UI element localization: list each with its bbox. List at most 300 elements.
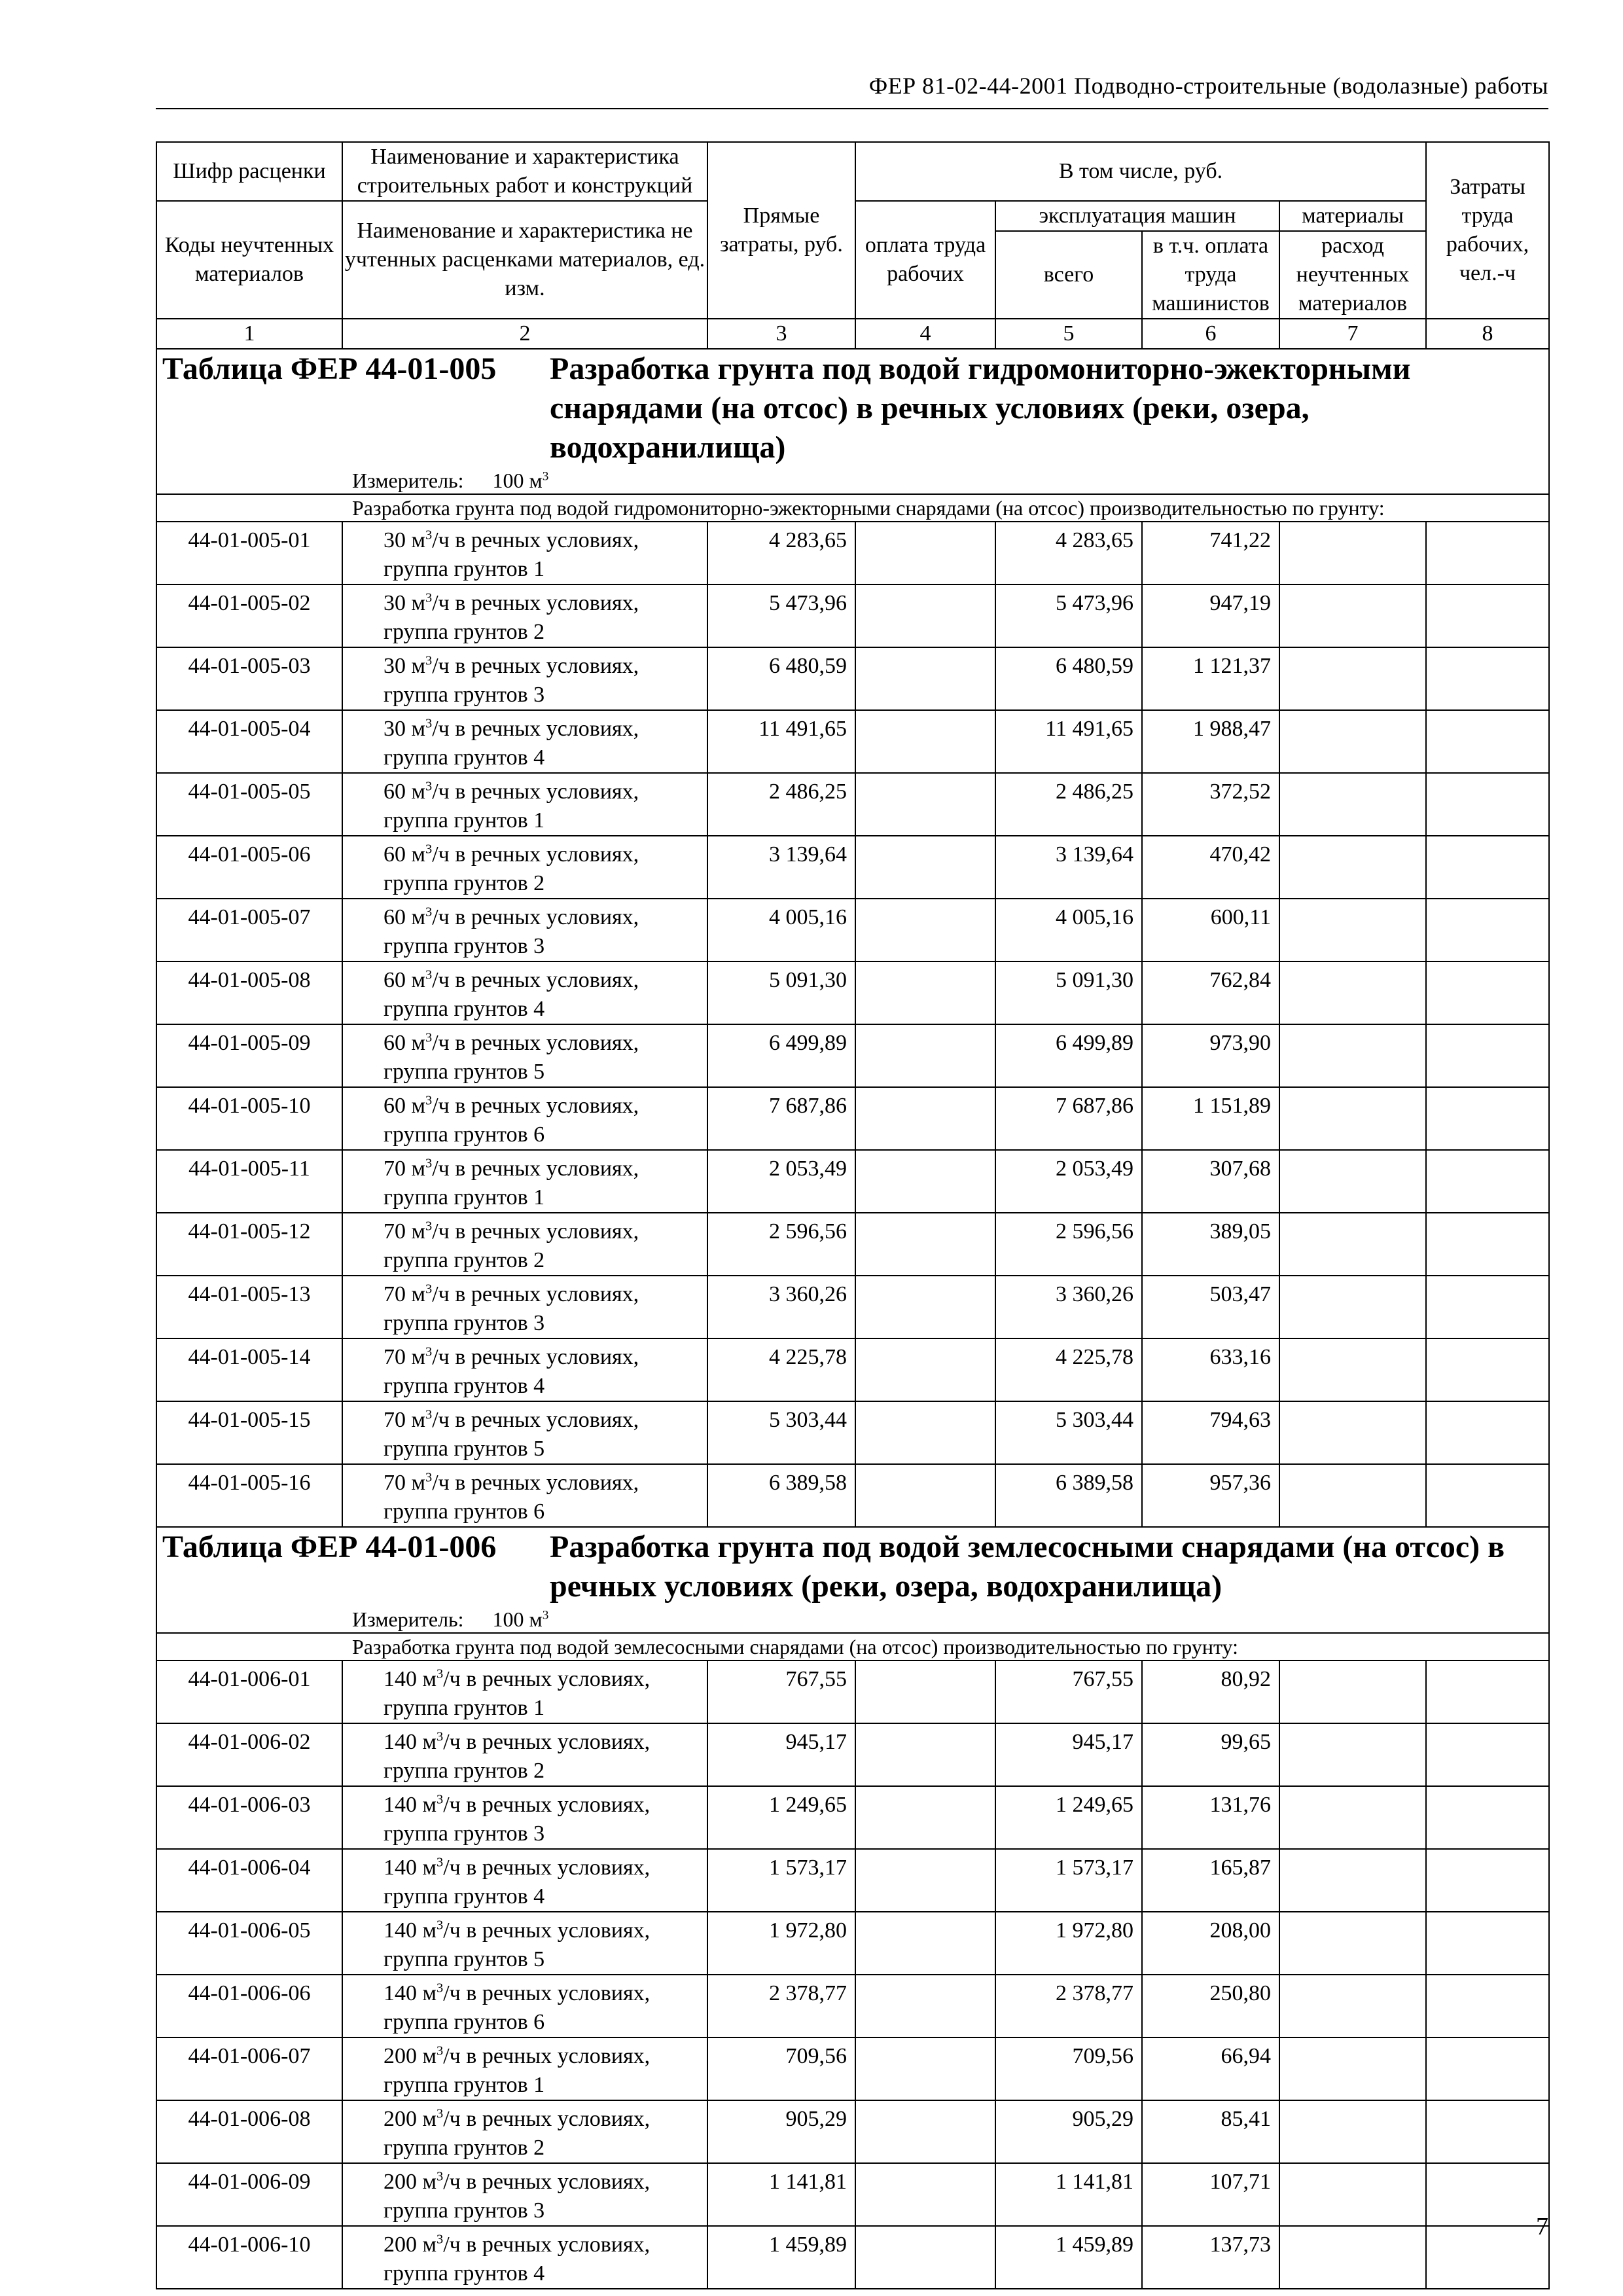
rate-conditions: /ч в речных условиях, — [432, 780, 639, 804]
rate-capacity: 60 м — [383, 1031, 426, 1055]
rate-name-line1 — [383, 2233, 650, 2257]
labor-hours — [1426, 961, 1549, 1024]
measure-value — [493, 469, 549, 492]
soil-group: группа грунтов 3 — [383, 2198, 545, 2223]
cube-sup: 3 — [437, 2106, 444, 2121]
table-row — [156, 773, 1549, 836]
rate-name — [342, 1087, 707, 1150]
direct-costs: 3 139,64 — [707, 836, 855, 899]
rate-name-line1 — [383, 1667, 650, 1691]
document-header: ФЕР 81-02-44-2001 Подводно-строительные (водолазные) работы — [868, 73, 1548, 99]
labor-hours — [1426, 1912, 1549, 1975]
labor-hours — [1426, 2037, 1549, 2100]
labor-hours — [1426, 773, 1549, 836]
price-table — [156, 141, 1550, 2289]
machinists-pay: 1 151,89 — [1142, 1087, 1279, 1150]
direct-costs: 2 378,77 — [707, 1975, 855, 2037]
materials-usage — [1279, 899, 1426, 961]
soil-group: группа грунтов 5 — [383, 1437, 545, 1461]
direct-costs: 1 141,81 — [707, 2163, 855, 2226]
labor-hours — [1426, 522, 1549, 584]
table-intro: Разработка грунта под водой землесосными снарядами (на отсос) производительностью по грунту: — [156, 1633, 1549, 1660]
soil-group: группа грунтов 3 — [383, 1821, 545, 1846]
cube-sup: 3 — [437, 1729, 444, 1744]
rate-name — [342, 1464, 707, 1527]
labor-pay — [855, 1150, 995, 1213]
rate-name — [342, 1912, 707, 1975]
table-title: Разработка грунта под водой гидромониторно-эжекторными снарядами (на отсос) в речных условиях (реки, озера, водохранилища) — [550, 351, 1411, 465]
measure-line — [352, 1606, 1548, 1632]
measure-unit: 100 м — [492, 1607, 543, 1631]
direct-costs: 11 491,65 — [707, 710, 855, 773]
soil-group: группа грунтов 4 — [383, 1374, 545, 1398]
rate-conditions: /ч в речных условиях, — [443, 1918, 651, 1943]
rate-conditions: /ч в речных условиях, — [432, 528, 639, 552]
materials-usage — [1279, 961, 1426, 1024]
labor-pay — [855, 1723, 995, 1786]
cube-sup: 3 — [425, 1030, 433, 1045]
rate-name-line1 — [383, 1219, 639, 1244]
labor-hours — [1426, 584, 1549, 647]
table-row — [156, 1024, 1549, 1087]
rate-code: 44-01-006-02 — [156, 1723, 342, 1786]
machines-total: 6 389,58 — [995, 1464, 1142, 1527]
labor-hours — [1426, 647, 1549, 710]
rate-name — [342, 773, 707, 836]
rate-name-line1 — [383, 2044, 650, 2068]
table-head — [156, 142, 1549, 349]
rate-capacity: 140 м — [383, 1981, 437, 2005]
direct-costs: 767,55 — [707, 1660, 855, 1723]
page-number: 7 — [1536, 2213, 1548, 2240]
head-labor-hours: Затраты труда рабочих, чел.-ч — [1426, 142, 1549, 319]
col-number: 8 — [1426, 319, 1549, 349]
col-number: 7 — [1279, 319, 1426, 349]
cube-sup: 3 — [425, 1156, 433, 1171]
cube-sup: 3 — [437, 1666, 444, 1681]
soil-group: группа грунтов 1 — [383, 557, 545, 581]
labor-pay — [855, 2100, 995, 2163]
materials-usage — [1279, 1723, 1426, 1786]
table-title-row — [156, 1527, 1549, 1633]
machinists-pay: 470,42 — [1142, 836, 1279, 899]
header-rule — [156, 108, 1548, 109]
table-label: Таблица ФЕР 44-01-005 — [162, 351, 497, 386]
direct-costs: 4 005,16 — [707, 899, 855, 961]
labor-hours — [1426, 1786, 1549, 1849]
direct-costs: 7 687,86 — [707, 1087, 855, 1150]
col-number: 3 — [707, 319, 855, 349]
materials-usage — [1279, 836, 1426, 899]
soil-group: группа грунтов 4 — [383, 2261, 545, 2286]
rate-name-line1 — [383, 2107, 650, 2131]
direct-costs: 6 480,59 — [707, 647, 855, 710]
rate-capacity: 200 м — [383, 2233, 437, 2257]
table-title: Разработка грунта под водой землесосными снарядами (на отсос) в речных условиях (реки, озера, водохранилища) — [550, 1530, 1505, 1604]
cube-sup: 3 — [437, 2169, 444, 2184]
machines-total: 5 091,30 — [995, 961, 1142, 1024]
machinists-pay: 741,22 — [1142, 522, 1279, 584]
cube-sup: 3 — [425, 1470, 433, 1485]
table-row — [156, 2100, 1549, 2163]
rate-name — [342, 1213, 707, 1276]
rate-code: 44-01-005-03 — [156, 647, 342, 710]
materials-usage — [1279, 522, 1426, 584]
direct-costs: 5 473,96 — [707, 584, 855, 647]
rate-conditions: /ч в речных условиях, — [432, 1157, 639, 1181]
rate-conditions: /ч в речных условиях, — [432, 968, 639, 992]
machines-total: 4 225,78 — [995, 1338, 1142, 1401]
rate-name-line1 — [383, 1031, 639, 1055]
table-row — [156, 710, 1549, 773]
labor-pay — [855, 1401, 995, 1464]
rate-name — [342, 522, 707, 584]
rate-capacity: 70 м — [383, 1471, 426, 1495]
machinists-pay: 503,47 — [1142, 1276, 1279, 1338]
materials-usage — [1279, 1213, 1426, 1276]
rate-name — [342, 836, 707, 899]
rate-name — [342, 1401, 707, 1464]
rate-name-line1 — [383, 1856, 650, 1880]
materials-usage — [1279, 1087, 1426, 1150]
cube-sup: 3 — [425, 1344, 433, 1359]
labor-pay — [855, 647, 995, 710]
cube-sup: 3 — [425, 590, 433, 605]
table-row — [156, 1975, 1549, 2037]
rate-code: 44-01-006-03 — [156, 1786, 342, 1849]
table-row — [156, 1660, 1549, 1723]
measure-label: Измеритель: — [352, 1607, 464, 1631]
soil-group: группа грунтов 2 — [383, 2136, 545, 2160]
head-labor-pay: оплата труда рабочих — [855, 201, 995, 319]
table-row — [156, 2163, 1549, 2226]
rate-conditions: /ч в речных условиях, — [443, 2044, 651, 2068]
rate-capacity: 30 м — [383, 591, 426, 615]
cube-sup: 3 — [437, 1855, 444, 1870]
rate-conditions: /ч в речных условиях, — [432, 1345, 639, 1369]
rate-code: 44-01-005-08 — [156, 961, 342, 1024]
cube-sup: 3 — [437, 1981, 444, 1996]
head-material-names: Наименование и характеристика не учтенных расценками материалов, ед. изм. — [342, 201, 707, 319]
rate-code: 44-01-005-14 — [156, 1338, 342, 1401]
rate-name — [342, 1660, 707, 1723]
labor-pay — [855, 773, 995, 836]
rate-code: 44-01-005-01 — [156, 522, 342, 584]
labor-hours — [1426, 1338, 1549, 1401]
machines-total: 11 491,65 — [995, 710, 1142, 773]
rate-name-line1 — [383, 1981, 650, 2005]
rate-conditions: /ч в речных условиях, — [443, 1856, 651, 1880]
table-row — [156, 1338, 1549, 1401]
labor-hours — [1426, 1660, 1549, 1723]
rate-conditions: /ч в речных условиях, — [443, 2233, 651, 2257]
table-row — [156, 522, 1549, 584]
machines-total: 6 480,59 — [995, 647, 1142, 710]
materials-usage — [1279, 647, 1426, 710]
tables-body — [156, 349, 1549, 2289]
measure-line — [352, 467, 1548, 493]
cube-sup: 3 — [437, 2043, 444, 2058]
labor-pay — [855, 1338, 995, 1401]
machinists-pay: 389,05 — [1142, 1213, 1279, 1276]
cube-sup: 3 — [425, 779, 433, 794]
materials-usage — [1279, 2100, 1426, 2163]
rate-capacity: 70 м — [383, 1345, 426, 1369]
soil-group: группа грунтов 2 — [383, 871, 545, 895]
col-number: 2 — [342, 319, 707, 349]
table-intro-row — [156, 1633, 1549, 1660]
rate-code: 44-01-006-05 — [156, 1912, 342, 1975]
machines-total: 945,17 — [995, 1723, 1142, 1786]
rate-code: 44-01-005-10 — [156, 1087, 342, 1150]
measure-sup: 3 — [542, 1608, 549, 1623]
rate-conditions: /ч в речных условиях, — [443, 1981, 651, 2005]
rate-name-line1 — [383, 1345, 639, 1369]
measure-unit: 100 м — [492, 469, 543, 492]
rate-conditions: /ч в речных условиях, — [443, 2170, 651, 2194]
labor-pay — [855, 1912, 995, 1975]
cube-sup: 3 — [425, 1219, 433, 1234]
soil-group: группа грунтов 5 — [383, 1060, 545, 1084]
rate-capacity: 30 м — [383, 717, 426, 741]
head-materials: материалы — [1279, 201, 1426, 231]
rate-capacity: 70 м — [383, 1157, 426, 1181]
machinists-pay: 973,90 — [1142, 1024, 1279, 1087]
direct-costs: 5 303,44 — [707, 1401, 855, 1464]
materials-usage — [1279, 1401, 1426, 1464]
machinists-pay: 107,71 — [1142, 2163, 1279, 2226]
labor-pay — [855, 584, 995, 647]
rate-code: 44-01-006-09 — [156, 2163, 342, 2226]
materials-usage — [1279, 2163, 1426, 2226]
soil-group: группа грунтов 3 — [383, 683, 545, 707]
materials-usage — [1279, 1975, 1426, 2037]
labor-pay — [855, 710, 995, 773]
rate-name-line1 — [383, 528, 639, 552]
rate-code: 44-01-005-05 — [156, 773, 342, 836]
labor-hours — [1426, 1213, 1549, 1276]
rate-code: 44-01-005-04 — [156, 710, 342, 773]
rate-code: 44-01-005-15 — [156, 1401, 342, 1464]
labor-pay — [855, 899, 995, 961]
rate-name-line1 — [383, 1157, 639, 1181]
table-title-row — [156, 349, 1549, 494]
table-intro: Разработка грунта под водой гидромониторно-эжекторными снарядами (на отсос) производительностью по грунту: — [156, 494, 1549, 522]
soil-group: группа грунтов 6 — [383, 2010, 545, 2034]
cube-sup: 3 — [425, 1282, 433, 1297]
labor-pay — [855, 1276, 995, 1338]
machines-total: 709,56 — [995, 2037, 1142, 2100]
rate-code: 44-01-006-10 — [156, 2226, 342, 2289]
machines-total: 5 303,44 — [995, 1401, 1142, 1464]
cube-sup: 3 — [425, 528, 433, 543]
rate-name-line1 — [383, 717, 639, 741]
col-number: 1 — [156, 319, 342, 349]
rate-code: 44-01-005-02 — [156, 584, 342, 647]
cube-sup: 3 — [437, 1918, 444, 1933]
machinists-pay: 208,00 — [1142, 1912, 1279, 1975]
rate-conditions: /ч в речных условиях, — [443, 2107, 651, 2131]
direct-costs: 5 091,30 — [707, 961, 855, 1024]
labor-hours — [1426, 1849, 1549, 1912]
materials-usage — [1279, 1849, 1426, 1912]
table-label: Таблица ФЕР 44-01-006 — [162, 1530, 497, 1564]
table-row — [156, 1464, 1549, 1527]
labor-pay — [855, 1024, 995, 1087]
machines-total: 2 486,25 — [995, 773, 1142, 836]
cube-sup: 3 — [437, 1792, 444, 1807]
machinists-pay: 99,65 — [1142, 1723, 1279, 1786]
rate-name — [342, 1338, 707, 1401]
rate-name-line1 — [383, 1282, 639, 1306]
machines-total: 4 005,16 — [995, 899, 1142, 961]
machinists-pay: 250,80 — [1142, 1975, 1279, 2037]
materials-usage — [1279, 1464, 1426, 1527]
machines-total: 1 141,81 — [995, 2163, 1142, 2226]
materials-usage — [1279, 1660, 1426, 1723]
labor-pay — [855, 2226, 995, 2289]
rate-capacity: 140 м — [383, 1730, 437, 1754]
rate-code: 44-01-005-07 — [156, 899, 342, 961]
table-row — [156, 961, 1549, 1024]
direct-costs: 3 360,26 — [707, 1276, 855, 1338]
table-row — [156, 1912, 1549, 1975]
table-row — [156, 647, 1549, 710]
rate-name-line1 — [383, 1471, 639, 1495]
table-row — [156, 899, 1549, 961]
materials-usage — [1279, 710, 1426, 773]
machinists-pay: 600,11 — [1142, 899, 1279, 961]
table-row — [156, 1276, 1549, 1338]
soil-group: группа грунтов 4 — [383, 997, 545, 1021]
table-row — [156, 1849, 1549, 1912]
machinists-pay: 633,16 — [1142, 1338, 1279, 1401]
rate-name — [342, 710, 707, 773]
machinists-pay: 80,92 — [1142, 1660, 1279, 1723]
labor-pay — [855, 1849, 995, 1912]
materials-usage — [1279, 1150, 1426, 1213]
materials-usage — [1279, 584, 1426, 647]
machines-total: 2 596,56 — [995, 1213, 1142, 1276]
rate-conditions: /ч в речных условиях, — [432, 654, 639, 678]
rate-conditions: /ч в речных условиях, — [432, 591, 639, 615]
machinists-pay: 372,52 — [1142, 773, 1279, 836]
machines-total: 1 249,65 — [995, 1786, 1142, 1849]
materials-usage — [1279, 1338, 1426, 1401]
rate-name — [342, 584, 707, 647]
rate-capacity: 60 м — [383, 780, 426, 804]
machines-total: 1 972,80 — [995, 1912, 1142, 1975]
rate-name — [342, 2226, 707, 2289]
labor-hours — [1426, 2100, 1549, 2163]
machinists-pay: 1 988,47 — [1142, 710, 1279, 773]
rate-name-line1 — [383, 1918, 650, 1943]
labor-hours — [1426, 1975, 1549, 2037]
rate-capacity: 200 м — [383, 2107, 437, 2131]
table-row — [156, 1723, 1549, 1786]
materials-usage — [1279, 1786, 1426, 1849]
soil-group: группа грунтов 5 — [383, 1947, 545, 1971]
rate-code: 44-01-006-04 — [156, 1849, 342, 1912]
rate-capacity: 200 м — [383, 2170, 437, 2194]
rate-name — [342, 2037, 707, 2100]
table-row — [156, 2226, 1549, 2289]
labor-hours — [1426, 710, 1549, 773]
rate-capacity: 140 м — [383, 1667, 437, 1691]
direct-costs: 1 573,17 — [707, 1849, 855, 1912]
table-row — [156, 1213, 1549, 1276]
direct-costs: 905,29 — [707, 2100, 855, 2163]
labor-pay — [855, 522, 995, 584]
rate-capacity: 60 м — [383, 905, 426, 929]
soil-group: группа грунтов 6 — [383, 1122, 545, 1147]
labor-pay — [855, 1660, 995, 1723]
cube-sup: 3 — [425, 967, 433, 982]
col-number: 6 — [1142, 319, 1279, 349]
rate-capacity: 70 м — [383, 1408, 426, 1432]
machines-total: 1 573,17 — [995, 1849, 1142, 1912]
cube-sup: 3 — [425, 653, 433, 668]
labor-hours — [1426, 1276, 1549, 1338]
machinists-pay: 947,19 — [1142, 584, 1279, 647]
cube-sup: 3 — [425, 842, 433, 857]
machinists-pay: 66,94 — [1142, 2037, 1279, 2100]
cube-sup: 3 — [425, 905, 433, 920]
machinists-pay: 165,87 — [1142, 1849, 1279, 1912]
rate-conditions: /ч в речных условиях, — [443, 1667, 651, 1691]
labor-pay — [855, 1087, 995, 1150]
rate-code: 44-01-005-16 — [156, 1464, 342, 1527]
soil-group: группа грунтов 3 — [383, 1311, 545, 1335]
machines-total: 5 473,96 — [995, 584, 1142, 647]
rate-name — [342, 1150, 707, 1213]
rate-name-line1 — [383, 905, 639, 929]
labor-pay — [855, 1213, 995, 1276]
labor-hours — [1426, 1464, 1549, 1527]
rate-capacity: 60 м — [383, 842, 426, 867]
table-row — [156, 2037, 1549, 2100]
machines-total: 7 687,86 — [995, 1087, 1142, 1150]
rate-capacity: 60 м — [383, 1094, 426, 1118]
table-row — [156, 836, 1549, 899]
machinists-pay: 307,68 — [1142, 1150, 1279, 1213]
soil-group: группа грунтов 2 — [383, 1248, 545, 1272]
rate-name-line1 — [383, 1730, 650, 1754]
rate-capacity: 200 м — [383, 2044, 437, 2068]
rate-name-line1 — [383, 842, 639, 867]
soil-group: группа грунтов 2 — [383, 620, 545, 644]
direct-costs: 945,17 — [707, 1723, 855, 1786]
rate-code: 44-01-006-06 — [156, 1975, 342, 2037]
rate-code: 44-01-006-08 — [156, 2100, 342, 2163]
direct-costs: 6 499,89 — [707, 1024, 855, 1087]
machinists-pay: 957,36 — [1142, 1464, 1279, 1527]
rate-capacity: 30 м — [383, 654, 426, 678]
head-code: Шифр расценки — [156, 142, 342, 201]
rate-name — [342, 1849, 707, 1912]
rate-conditions: /ч в речных условиях, — [432, 1408, 639, 1432]
labor-hours — [1426, 836, 1549, 899]
rate-capacity: 70 м — [383, 1282, 426, 1306]
direct-costs: 1 972,80 — [707, 1912, 855, 1975]
table-intro-row — [156, 494, 1549, 522]
labor-pay — [855, 2163, 995, 2226]
machines-total: 2 053,49 — [995, 1150, 1142, 1213]
table-row — [156, 1401, 1549, 1464]
soil-group: группа грунтов 4 — [383, 745, 545, 770]
direct-costs: 2 596,56 — [707, 1213, 855, 1276]
rate-code: 44-01-005-13 — [156, 1276, 342, 1338]
